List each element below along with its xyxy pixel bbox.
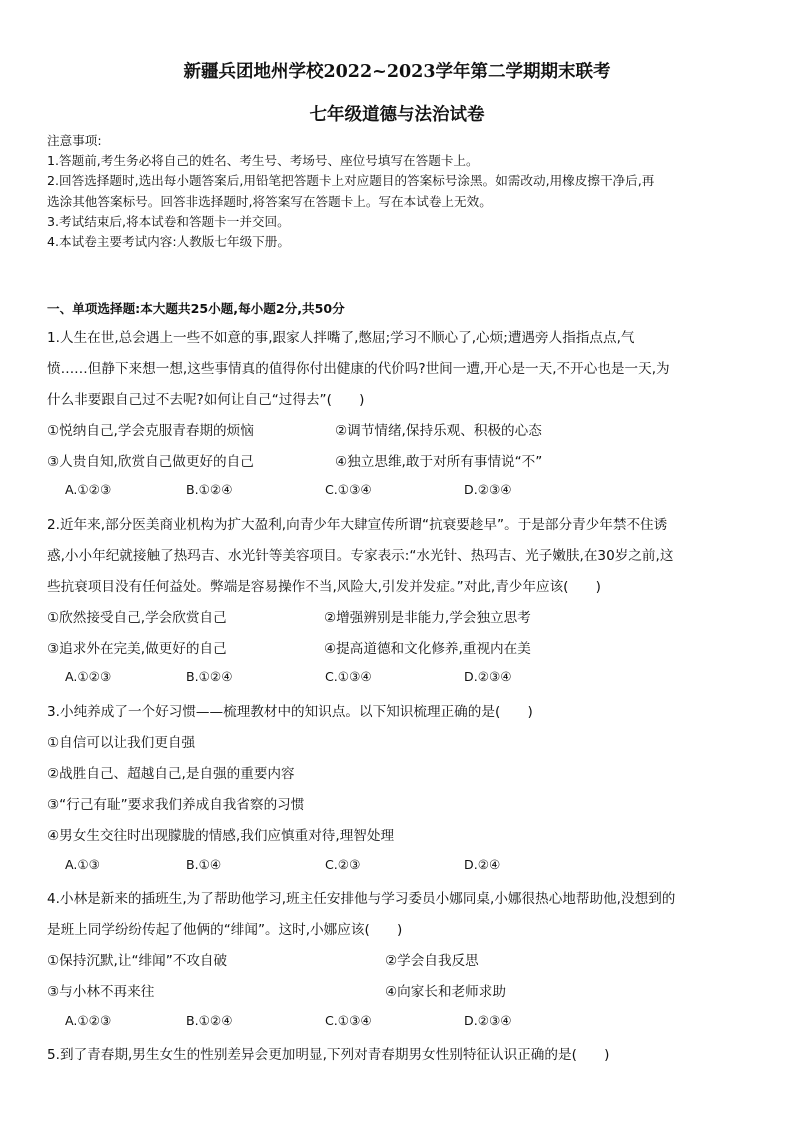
answer-choice-c: C.②③ [325,857,361,872]
answer-choice-d: D.②③④ [464,482,512,497]
question-stem-line: 惑,小小年纪就接触了热玛吉、水光针等美容项目。专家表示:“水光针、热玛吉、光子嫩肤,在30岁之前,这 [47,548,674,564]
notes-item: 4.本试卷主要考试内容:人教版七年级下册。 [47,234,290,250]
question-stem-line: 愤……但静下来想一想,这些事情真的值得你付出健康的代价吗?世间一遭,开心是一天,不开心也是一天,为 [47,361,670,377]
question-stem-line: 2.近年来,部分医美商业机构为扩大盈利,向青少年大肆宣传所谓“抗衰要趁早”。于是部分青少年禁不住诱 [47,517,668,533]
question-stem-line: 些抗衰项目没有任何益处。弊端是容易操作不当,风险大,引发并发症。”对此,青少年应该( ) [47,579,601,595]
statement-option: ④男女生交往时出现朦胧的情感,我们应慎重对待,理智处理 [47,828,395,844]
question-stem-line: 3.小纯养成了一个好习惯——梳理教材中的知识点。以下知识梳理正确的是( ) [47,704,533,720]
answer-choice-d: D.②④ [464,857,501,872]
exam-title: 新疆兵团地州学校2022~2023学年第二学期期末联考 [183,62,611,82]
statement-option: ①欣然接受自己,学会欣赏自己 [47,610,227,626]
notes-item: 2.回答选择题时,选出每小题答案后,用铅笔把答题卡上对应题目的答案标号涂黑。如需改动,用橡皮擦干净后,再 [47,173,655,189]
question-stem-line: 4.小林是新来的插班生,为了帮助他学习,班主任安排他与学习委员小娜同桌,小娜很热心地帮助他,没想到的 [47,891,676,907]
exam-subtitle: 七年级道德与法治试卷 [309,105,485,125]
statement-option: ①悦纳自己,学会克服青春期的烦恼 [47,423,254,439]
question-stem-line: 1.人生在世,总会遇上一些不如意的事,跟家人拌嘴了,憋屈;学习不顺心了,心烦;遭遇旁人指指点点,气 [47,330,635,346]
statement-option: ④向家长和老师求助 [385,984,506,1000]
notes-item: 1.答题前,考生务必将自己的姓名、考生号、考场号、座位号填写在答题卡上。 [47,153,479,169]
statement-option: ③与小林不再来往 [47,984,155,1000]
section-heading: 一、单项选择题:本大题共25小题,每小题2分,共50分 [47,301,345,316]
question-stem-line: 什么非要跟自己过不去呢?如何让自己“过得去”( ) [47,392,365,408]
answer-choice-d: D.②③④ [464,669,512,684]
question-stem-line: 5.到了青春期,男生女生的性别差异会更加明显,下列对青春期男女性别特征认识正确的是( ) [47,1047,610,1063]
statement-option: ③“行己有耻”要求我们养成自我省察的习惯 [47,797,305,813]
answer-choice-d: D.②③④ [464,1013,512,1028]
statement-option: ①自信可以让我们更自强 [47,735,196,751]
notes-block [47,131,757,252]
answer-choice-b: B.①②④ [186,482,233,497]
answer-choice-c: C.①③④ [325,669,372,684]
answer-choice-b: B.①④ [186,857,222,872]
statement-option: ③追求外在完美,做更好的自己 [47,641,227,657]
statement-option: ②学会自我反思 [385,953,479,969]
statement-option: ①保持沉默,让“绯闻”不攻自破 [47,953,228,969]
statement-option: ④提高道德和文化修养,重视内在美 [324,641,531,657]
statement-option: ②调节情绪,保持乐观、积极的心态 [335,423,542,439]
answer-choice-b: B.①②④ [186,1013,233,1028]
answer-choice-a: A.①②③ [65,1013,112,1028]
statement-option: ②增强辨别是非能力,学会独立思考 [324,610,531,626]
answer-choice-c: C.①③④ [325,1013,372,1028]
statement-option: ②战胜自己、超越自己,是自强的重要内容 [47,766,295,782]
answer-choice-a: A.①②③ [65,669,112,684]
answer-choice-a: A.①②③ [65,482,112,497]
answer-choice-b: B.①②④ [186,669,233,684]
notes-item: 3.考试结束后,将本试卷和答题卡一并交回。 [47,213,290,229]
question-stem-line: 是班上同学纷纷传起了他俩的“绯闻”。这时,小娜应该( ) [47,922,403,938]
notes-heading: 注意事项: [47,133,102,148]
answer-choice-c: C.①③④ [325,482,372,497]
answer-choice-a: A.①③ [65,857,100,872]
notes-item: 选涂其他答案标号。回答非选择题时,将答案写在答题卡上。写在本试卷上无效。 [47,193,492,209]
statement-option: ④独立思维,敢于对所有事情说“不” [335,454,543,470]
statement-option: ③人贵自知,欣赏自己做更好的自己 [47,454,254,470]
